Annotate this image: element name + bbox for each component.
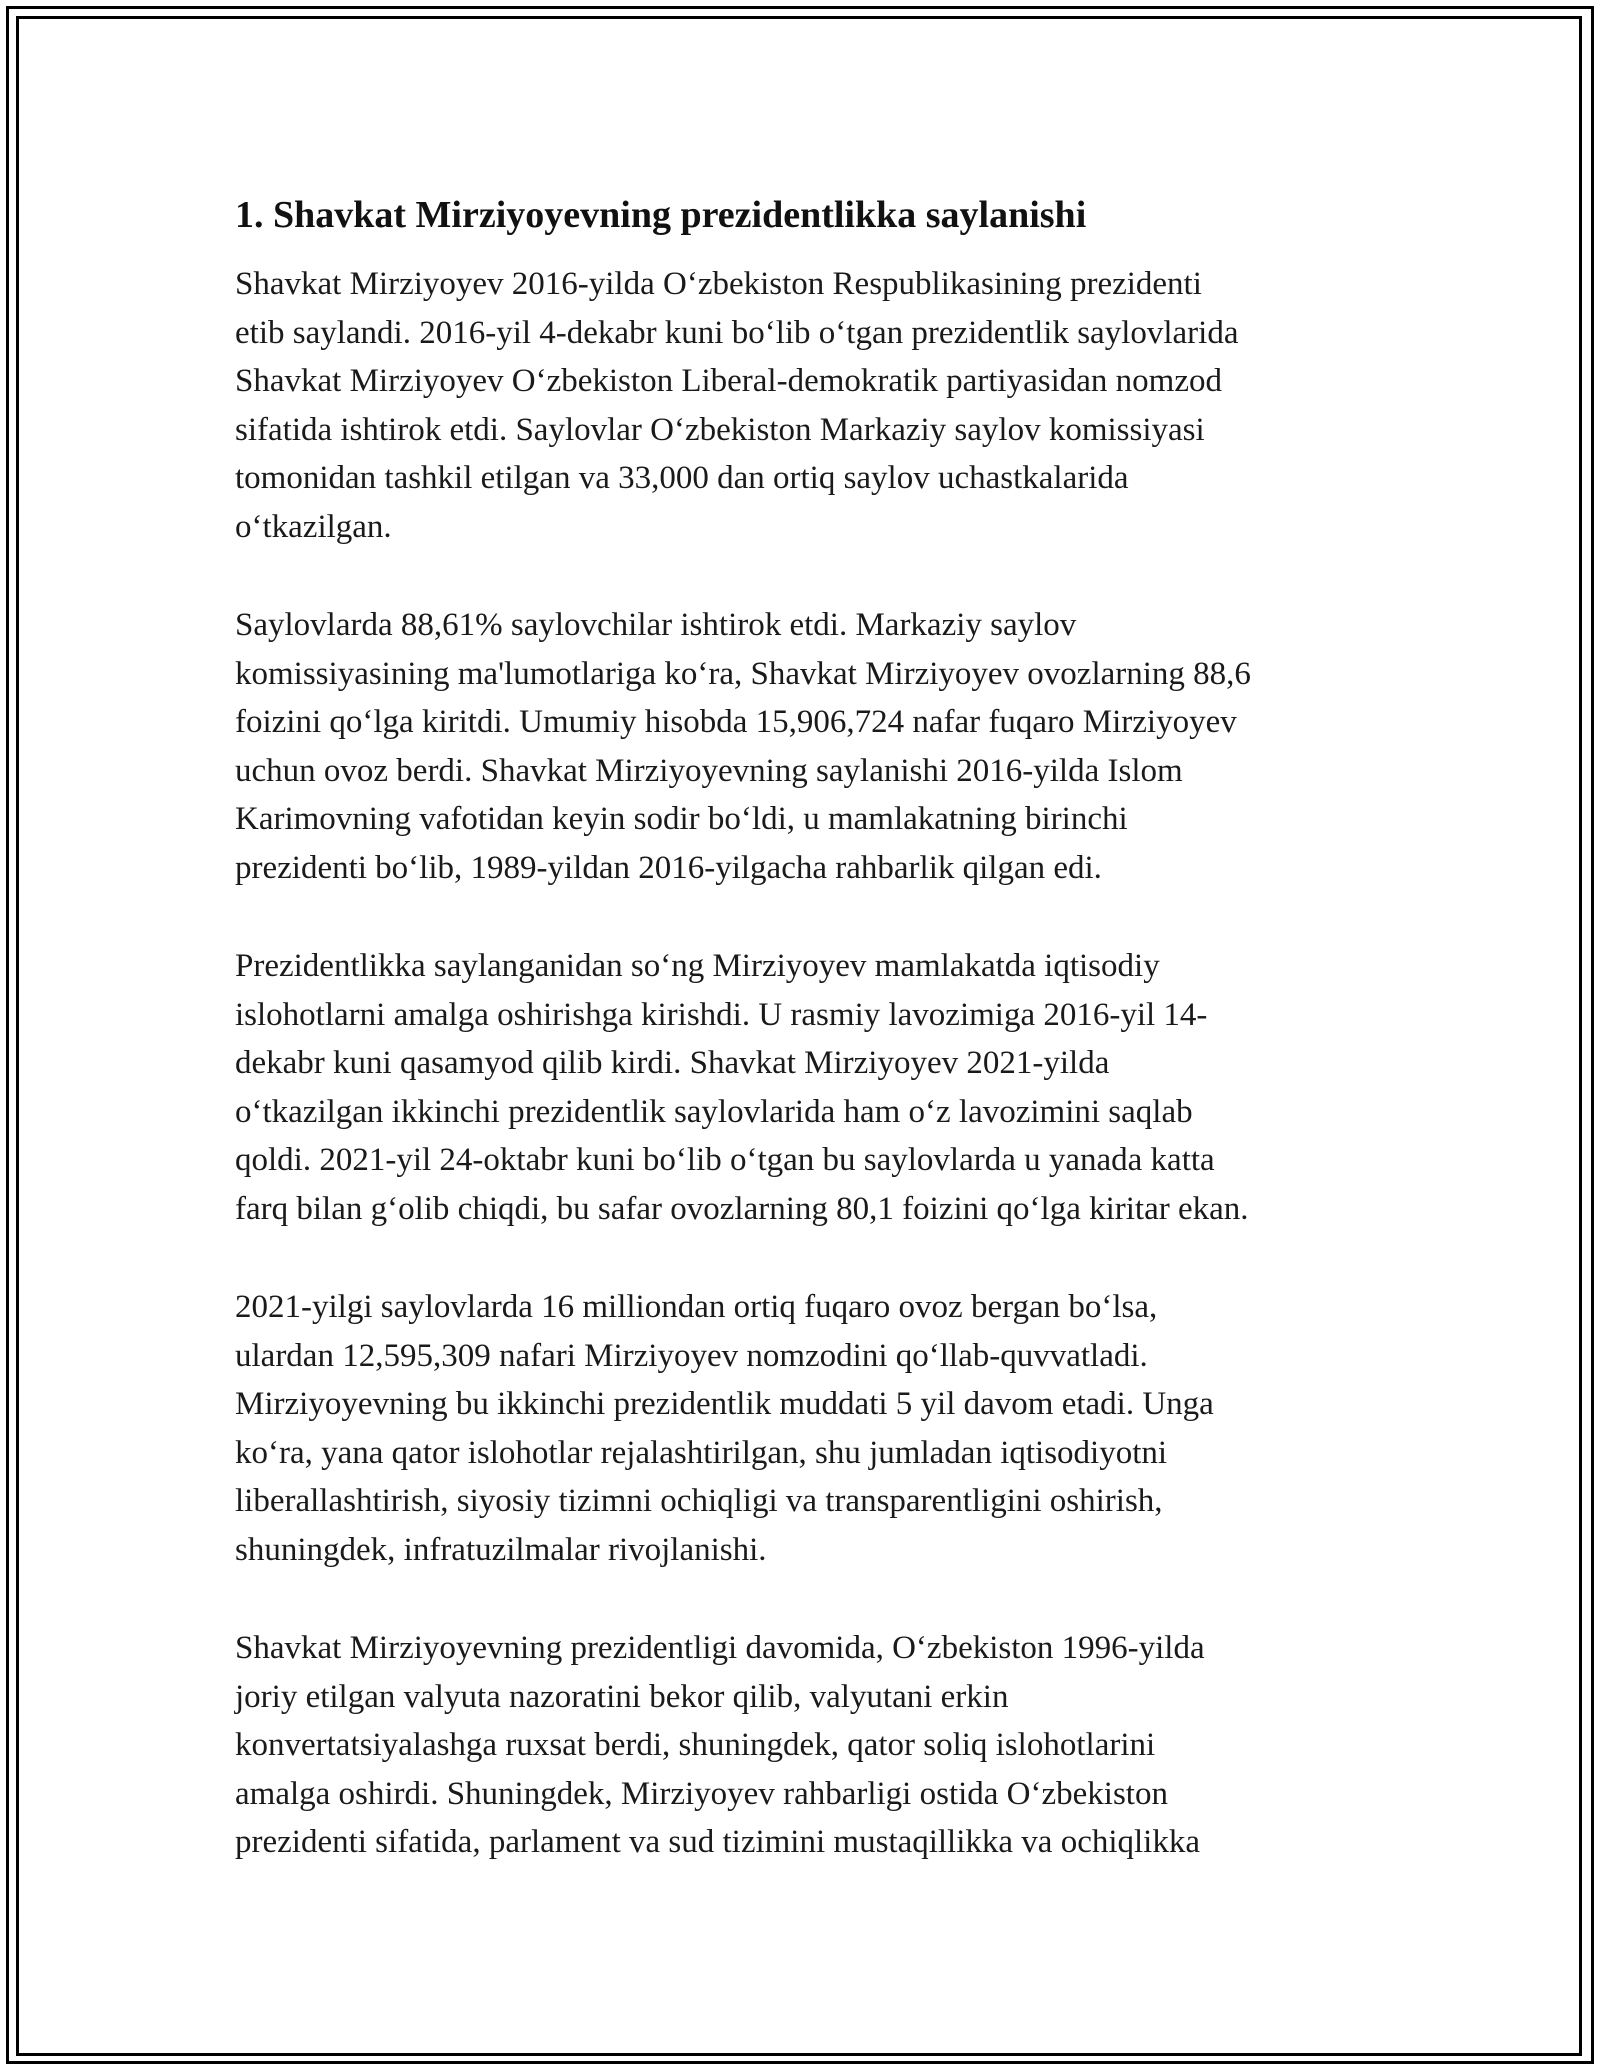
- paragraph: [235, 260, 1395, 551]
- text-line: Shavkat Mirziyoyev 2016-yilda O‘zbekiston Respublikasining prezidenti: [235, 266, 1202, 302]
- text-line: Karimovning vafotidan keyin sodir bo‘ldi, u mamlakatning birinchi: [235, 801, 1128, 837]
- paragraph-list: [235, 260, 1395, 1867]
- text-line: 2021-yilgi saylovlarda 16 milliondan ortiq fuqaro ovoz bergan bo‘lsa,: [235, 1289, 1158, 1325]
- text-line: tomonidan tashkil etilgan va 33,000 dan ortiq saylov uchastkalarida: [235, 460, 1129, 496]
- text-line: Shavkat Mirziyoyev O‘zbekiston Liberal-demokratik partiyasidan nomzod: [235, 363, 1222, 399]
- text-line: liberallashtirish, siyosiy tizimni ochiqligi va transparentligini oshirish,: [235, 1483, 1163, 1519]
- text-line: islohotlarni amalga oshirishga kirishdi. U rasmiy lavozimiga 2016-yil 14-: [235, 996, 1208, 1033]
- text-line: joriy etilgan valyuta nazoratini bekor qilib, valyutani erkin: [235, 1678, 1009, 1715]
- text-line: o‘tkazilgan.: [235, 508, 392, 545]
- document-body: [235, 188, 1395, 1917]
- text-line: etib saylandi. 2016-yil 4-dekabr kuni bo‘lib o‘tgan prezidentlik saylovlarida: [235, 314, 1239, 351]
- text-line: farq bilan g‘olib chiqdi, bu safar ovozlarning 80,1 foizini qo‘lga kiritar ekan.: [235, 1190, 1249, 1227]
- paragraph: [235, 942, 1395, 1233]
- text-line: ulardan 12,595,309 nafari Mirziyoyev nomzodini qo‘llab-quvvatladi.: [235, 1337, 1148, 1374]
- text-line: uchun ovoz berdi. Shavkat Mirziyoyevning saylanishi 2016-yilda Islom: [235, 752, 1183, 789]
- text-line: o‘tkazilgan ikkinchi prezidentlik saylovlarida ham o‘z lavozimini saqlab: [235, 1093, 1193, 1130]
- text-line: ko‘ra, yana qator islohotlar rejalashtirilgan, shu jumladan iqtisodiyotni: [235, 1434, 1168, 1471]
- text-line: sifatida ishtirok etdi. Saylovlar O‘zbekiston Markaziy saylov komissiyasi: [235, 411, 1205, 448]
- text-line: foizini qo‘lga kiritdi. Umumiy hisobda 15,906,724 nafar fuqaro Mirziyoyev: [235, 704, 1237, 740]
- text-line: prezidenti bo‘lib, 1989-yildan 2016-yilgacha rahbarlik qilgan edi.: [235, 849, 1102, 886]
- text-line: komissiyasining ma'lumotlariga ko‘ra, Shavkat Mirziyoyev ovozlarning 88,6: [235, 655, 1251, 692]
- text-line: Prezidentlikka saylanganidan so‘ng Mirziyoyev mamlakatda iqtisodiy: [235, 948, 1160, 984]
- text-line: qoldi. 2021-yil 24-oktabr kuni bo‘lib o‘tgan bu saylovlarda u yanada katta: [235, 1142, 1215, 1178]
- paragraph: [235, 1283, 1395, 1574]
- text-line: Shavkat Mirziyoyevning prezidentligi davomida, O‘zbekiston 1996-yilda: [235, 1630, 1205, 1666]
- text-line: Saylovlarda 88,61% saylovchilar ishtirok etdi. Markaziy saylov: [235, 607, 1077, 643]
- text-line: amalga oshirdi. Shuningdek, Mirziyoyev rahbarligi ostida O‘zbekiston: [235, 1775, 1168, 1812]
- page-title: 1. Shavkat Mirziyoyevning prezidentlikka saylanishi: [235, 194, 1087, 236]
- text-line: prezidenti sifatida, parlament va sud tizimini mustaqillikka va ochiqlikka: [235, 1824, 1200, 1860]
- paragraph: [235, 601, 1395, 892]
- text-line: konvertatsiyalashga ruxsat berdi, shuningdek, qator soliq islohotlarini: [235, 1727, 1156, 1763]
- paragraph: [235, 1624, 1395, 1867]
- text-line: shuningdek, infratuzilmalar rivojlanishi.: [235, 1531, 767, 1568]
- text-line: Mirziyoyevning bu ikkinchi prezidentlik muddati 5 yil davom etadi. Unga: [235, 1386, 1214, 1422]
- text-line: dekabr kuni qasamyod qilib kirdi. Shavkat Mirziyoyev 2021-yilda: [235, 1045, 1110, 1081]
